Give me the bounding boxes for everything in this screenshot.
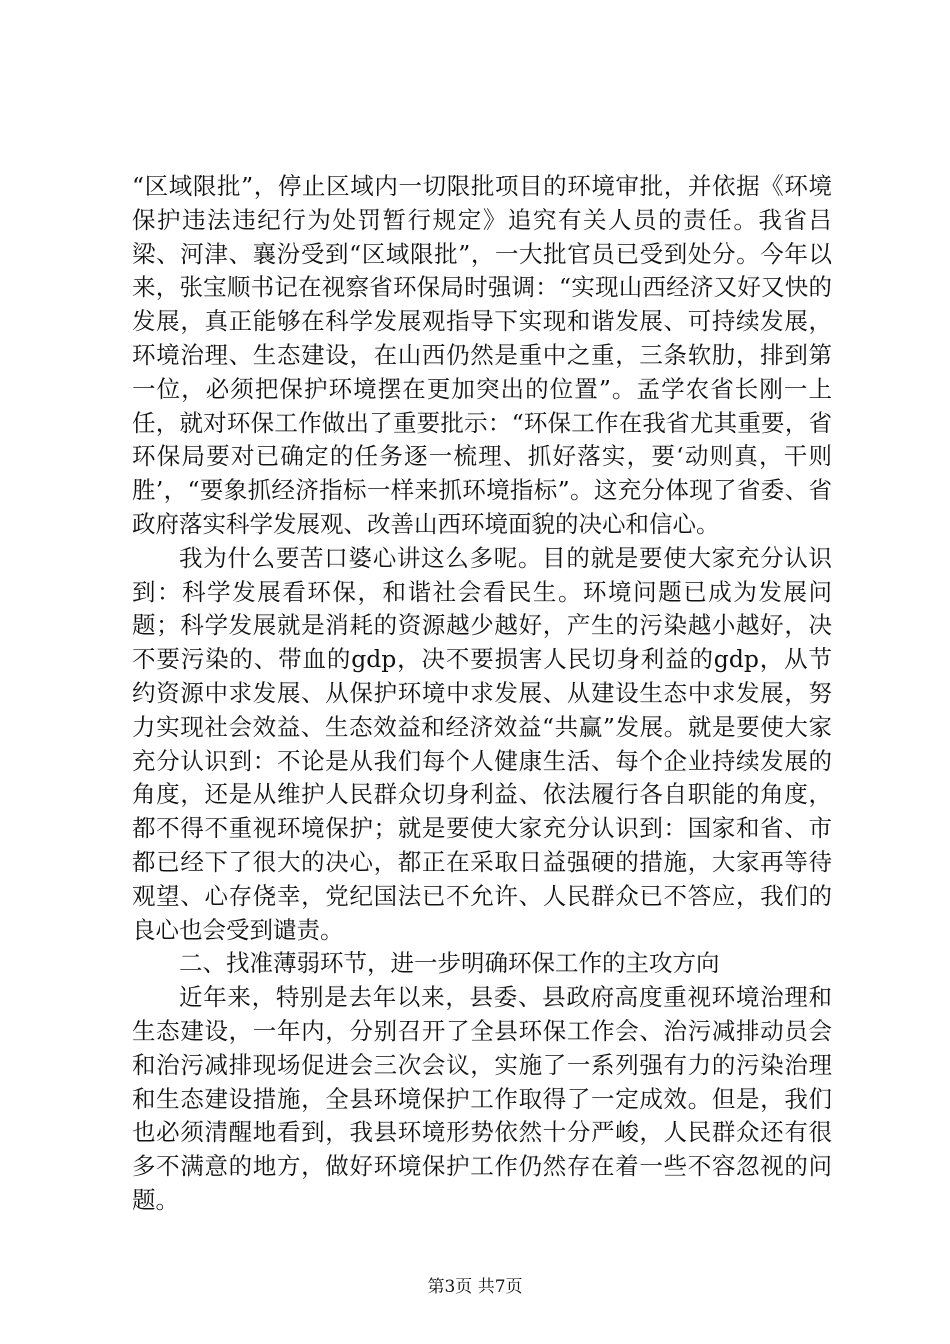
section-heading: 二、找准薄弱环节，进一步明确环保工作的主攻方向	[179, 949, 720, 978]
paragraph-continuation: “区域限批”，停止区域内一切限批项目的环境审批，并依据《环境保护违法违纪行为处罚暂行规定》追究有关人员的责任。我省吕梁、河津、襄汾受到“区域限批”，一大批官员已受到处分。今年以来，张宝顺书记在视察省环保局时强调：“实现山西经济又好又快的发展，真正能够在科学发展观指导下实现和谐发展、可持续发展，环境治理、生态建设，在山西仍然是重中之重，三条软肋，排到第一位，必须把保护环境摆在更加突出的位置”。孟学农省长刚一上任，就对环保工作做出了重要批示：“环保工作在我省尤其重要，省环保局要对已确定的任务逐一梳理、抓好落实，要‘动则真，干则胜’，“要象抓经济指标一样来抓环境指标”。这充分体现了省委、省政府落实科学发展观、改善山西环境面貌的决心和信心。	[132, 172, 832, 538]
paragraph-recent-years: 近年来，特别是去年以来，县委、县政府高度重视环境治理和生态建设，一年内，分别召开了全县环保工作会、治污减排动员会和治污减排现场促进会三次会议，实施了一系列强有力的污染治理和生态建设措施，全县环境保护工作取得了一定成效。但是，我们也必须清醒地看到，我县环境形势依然十分严峻，人民群众还有很多不满意的地方，做好环境保护工作仍然存在着一些不容忽视的问题。	[132, 983, 832, 1214]
page-number-footer: 第3页 共7页	[427, 1277, 523, 1297]
paragraph-purpose: 我为什么要苦口婆心讲这么多呢。目的就是要使大家充分认识到：科学发展看环保，和谐社会看民生。环境问题已成为发展问题；科学发展就是消耗的资源越少越好，产生的污染越小越好，决不要污染的、带血的gdp，决不要损害人民切身利益的gdp，从节约资源中求发展、从保护环境中求发展、从建设生态中求发展，努力实现社会效益、生态效益和经济效益“共赢”发展。就是要使大家充分认识到：不论是从我们每个人健康生活、每个企业持续发展的角度，还是从维护人民群众切身利益、依法履行各自职能的角度，都不得不重视环境保护；就是要使大家充分认识到：国家和省、市都已经下了很大的决心，都正在采取日益强硬的措施，大家再等待观望、心存侥幸，党纪国法已不允许、人民群众已不答应，我们的良心也会受到谴责。	[132, 543, 832, 944]
document-body	[132, 170, 832, 1218]
